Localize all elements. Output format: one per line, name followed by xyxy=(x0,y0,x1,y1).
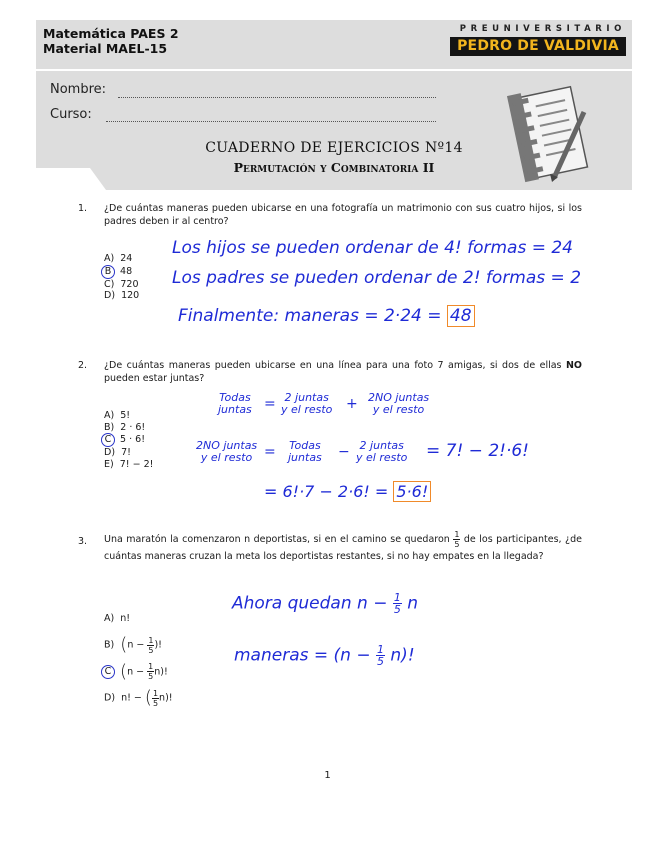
question-2-number: 2. xyxy=(78,360,88,371)
brand-tagline: PREUNIVERSITARIO xyxy=(459,24,626,34)
question-2-text: ¿De cuántas maneras pueden ubicarse en una línea para una foto 7 amigas, si dos de ellas NO pueden estar juntas? xyxy=(104,360,582,384)
handwritten-line-1: Los hijos se pueden ordenar de 4! formas = 24 xyxy=(172,238,573,258)
option-c-selected: C 5 · 6! xyxy=(104,433,153,447)
worksheet-header xyxy=(36,20,632,190)
worksheet-subtitle: Permutación y Combinatoria II xyxy=(233,160,435,175)
nombre-line xyxy=(118,97,436,98)
option-b-selected: B 48 xyxy=(104,265,139,279)
course-line-2: Material MAEL-15 xyxy=(43,41,168,56)
brand-logo: PEDRO DE VALDIVIA xyxy=(450,37,626,56)
curso-label: Curso: xyxy=(50,107,92,122)
worksheet-title: CUADERNO DE EJERCICIOS Nº14 xyxy=(205,140,463,156)
question-1-options xyxy=(104,253,139,302)
option-b: B) (n − $\frac{1}{5}$ )! xyxy=(104,634,162,655)
final-answer-box: 48 xyxy=(447,305,475,327)
curso-line xyxy=(106,121,436,122)
question-1-text: ¿De cuántas maneras pueden ubicarse en una fotografía un matrimonio con sus cuatro hijos, si los padres deben ir al centro? xyxy=(104,203,582,227)
option-d: D) n! − ( $\frac{1}{5}$ n)! xyxy=(104,687,173,708)
handwritten-todas-juntas-2: Todas juntas xyxy=(288,439,322,464)
selected-answer-circle: C xyxy=(101,665,115,679)
question-3-text: Una maratón la comenzaron n deportistas, si en el camino se quedaron $\frac{1}{5}$ de los participantes, ¿de cuántas maneras cruzan la meta los deportistas restantes, si no hay empates en la llegada? xyxy=(104,530,582,562)
option-b: B) 2 · 6! xyxy=(104,421,146,433)
option-a: A) 5! xyxy=(104,410,131,421)
page-number: 1 xyxy=(324,770,331,781)
handwritten-dos-juntas-2: 2 juntas y el resto xyxy=(356,439,408,464)
question-1-number: 1. xyxy=(78,203,88,214)
option-a: A) n! xyxy=(104,613,131,624)
option-e: E) 7! − 2! xyxy=(104,458,154,470)
option-d: D) 7! xyxy=(104,447,131,458)
question-3-options xyxy=(104,606,173,712)
question-2-options xyxy=(104,410,153,470)
handwritten-dos-juntas: 2 juntas y el resto xyxy=(281,391,333,416)
question-3-number: 3. xyxy=(78,536,88,547)
handwritten-equals-2: = xyxy=(264,444,276,460)
course-line-1: Matemática PAES 2 xyxy=(43,26,179,41)
handwritten-plus: + xyxy=(346,396,358,412)
option-c-selected: C (n − $\frac{1}{5}$ n)! xyxy=(104,659,173,686)
handwritten-factorial-result: = 7! − 2!·6! xyxy=(426,441,529,461)
handwritten-remaining: Ahora quedan n − $\frac{1}{5}$ n xyxy=(232,591,419,616)
handwritten-dos-no-juntas-2: 2NO juntas y el resto xyxy=(196,439,258,464)
handwritten-line-3: Finalmente: maneras = 2·24 = 48 xyxy=(178,306,475,326)
option-a: A) 24 xyxy=(104,253,133,264)
handwritten-todas-juntas: Todas juntas xyxy=(218,391,252,416)
nombre-label: Nombre: xyxy=(50,82,107,97)
handwritten-final-line: = 6!·7 − 2·6! = 5·6! xyxy=(264,482,431,501)
handwritten-dos-no-juntas: 2NO juntas y el resto xyxy=(368,391,430,416)
handwritten-equals: = xyxy=(264,396,276,412)
handwritten-maneras: maneras = (n − $\frac{1}{5}$ n)! xyxy=(234,643,415,668)
handwritten-minus: − xyxy=(338,444,350,460)
option-d: D) 120 xyxy=(104,290,140,301)
option-c: C) 720 xyxy=(104,278,139,290)
course-title xyxy=(43,26,179,56)
selected-answer-circle: C xyxy=(101,433,115,447)
fraction-one-fifth: $\frac{1}{5}$ xyxy=(454,530,460,549)
selected-answer-circle: B xyxy=(101,265,115,279)
handwritten-line-2: Los padres se pueden ordenar de 2! formas = 2 xyxy=(172,268,582,288)
final-answer-box: 5·6! xyxy=(393,481,431,502)
